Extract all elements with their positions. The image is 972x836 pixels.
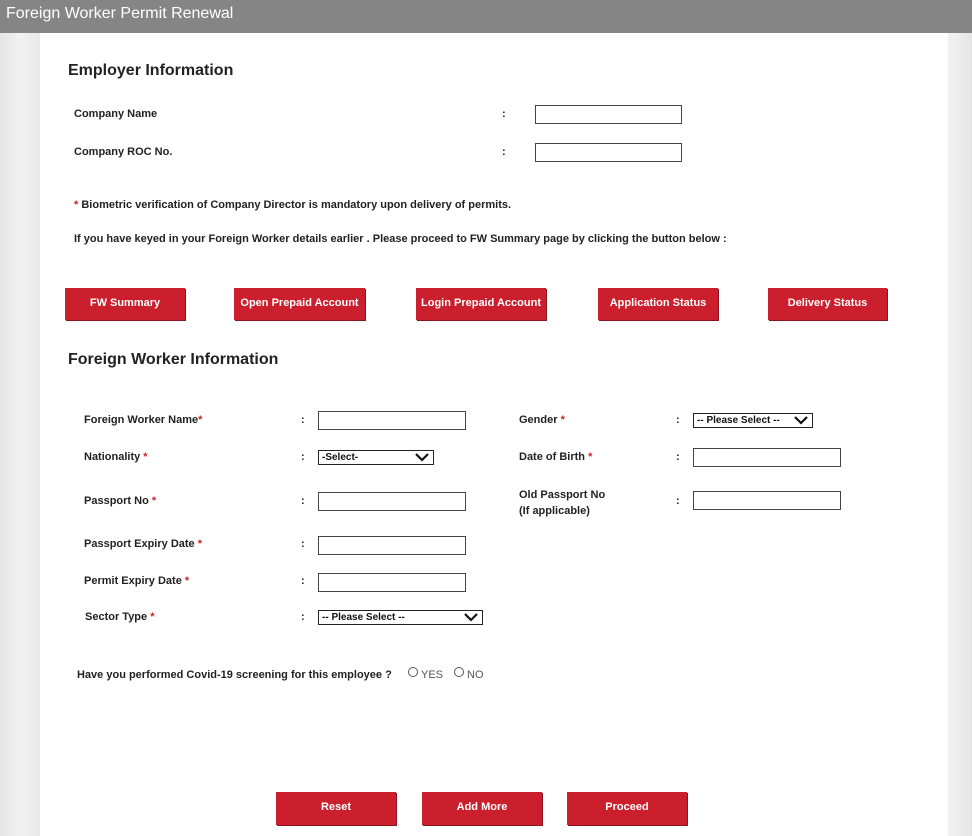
open-prepaid-account-button[interactable]: Open Prepaid Account — [234, 288, 365, 320]
required-asterisk: * — [74, 199, 79, 211]
fw-summary-button[interactable]: FW Summary — [65, 288, 185, 320]
old-passport-input[interactable] — [693, 491, 841, 510]
permit-expiry-input[interactable] — [318, 573, 466, 592]
company-roc-label: Company ROC No. — [74, 146, 173, 158]
window-title: Foreign Worker Permit Renewal — [6, 5, 234, 22]
colon: : — [301, 451, 305, 463]
colon: : — [676, 451, 680, 463]
worker-section-heading: Foreign Worker Information — [68, 351, 279, 368]
old-passport-label: Old Passport No (If applicable) — [519, 489, 606, 517]
covid-yes-radio[interactable] — [408, 667, 418, 677]
colon: : — [301, 538, 305, 550]
dob-input[interactable] — [693, 448, 841, 467]
covid-yes-label: YES — [421, 669, 444, 681]
colon: : — [502, 108, 506, 120]
passport-expiry-input[interactable] — [318, 536, 466, 555]
colon: : — [502, 146, 506, 158]
reset-button[interactable]: Reset — [276, 792, 396, 825]
worker-name-input[interactable] — [318, 411, 466, 430]
gender-select[interactable]: -- Please Select -- — [693, 413, 813, 428]
window-title-bar — [0, 0, 972, 33]
application-status-button[interactable]: Application Status — [598, 288, 718, 320]
chevron-down-icon — [415, 453, 429, 462]
employer-section-heading: Employer Information — [68, 62, 234, 79]
biometric-note-text: Biometric verification of Company Director is mandatory upon delivery of permits. — [81, 199, 512, 211]
dob-label: Date of Birth * — [519, 451, 593, 463]
colon: : — [676, 495, 680, 507]
passport-label: Passport No * — [84, 495, 157, 507]
chevron-down-icon — [794, 416, 808, 425]
nationality-label: Nationality * — [84, 451, 148, 463]
company-roc-input[interactable] — [535, 143, 682, 162]
company-name-label: Company Name — [74, 108, 158, 120]
colon: : — [301, 414, 305, 426]
proceed-button[interactable]: Proceed — [567, 792, 687, 825]
gender-label: Gender * — [519, 414, 565, 426]
covid-no-radio[interactable] — [454, 667, 464, 677]
worker-name-label: Foreign Worker Name* — [84, 414, 203, 426]
sector-type-select[interactable]: -- Please Select -- — [318, 610, 483, 625]
colon: : — [301, 495, 305, 507]
passport-expiry-label: Passport Expiry Date * — [84, 538, 202, 550]
permit-expiry-label: Permit Expiry Date * — [84, 575, 190, 587]
delivery-status-button[interactable]: Delivery Status — [768, 288, 887, 320]
login-prepaid-account-button[interactable]: Login Prepaid Account — [416, 288, 546, 320]
covid-no-label: NO — [467, 669, 484, 681]
proceed-note: If you have keyed in your Foreign Worker details earlier . Please proceed to FW Summary page by clicking the button below : — [74, 233, 727, 245]
sector-type-label: Sector Type * — [85, 611, 155, 623]
covid-question: Have you performed Covid-19 screening for this employee ? — [77, 669, 392, 681]
chevron-down-icon — [464, 613, 478, 622]
biometric-note — [74, 199, 511, 211]
nationality-select[interactable]: -Select- — [318, 450, 434, 465]
colon: : — [676, 414, 680, 426]
passport-input[interactable] — [318, 492, 466, 511]
company-name-input[interactable] — [535, 105, 682, 124]
add-more-button[interactable]: Add More — [422, 792, 542, 825]
form-panel — [40, 33, 948, 836]
colon: : — [301, 575, 305, 587]
colon: : — [301, 611, 305, 623]
